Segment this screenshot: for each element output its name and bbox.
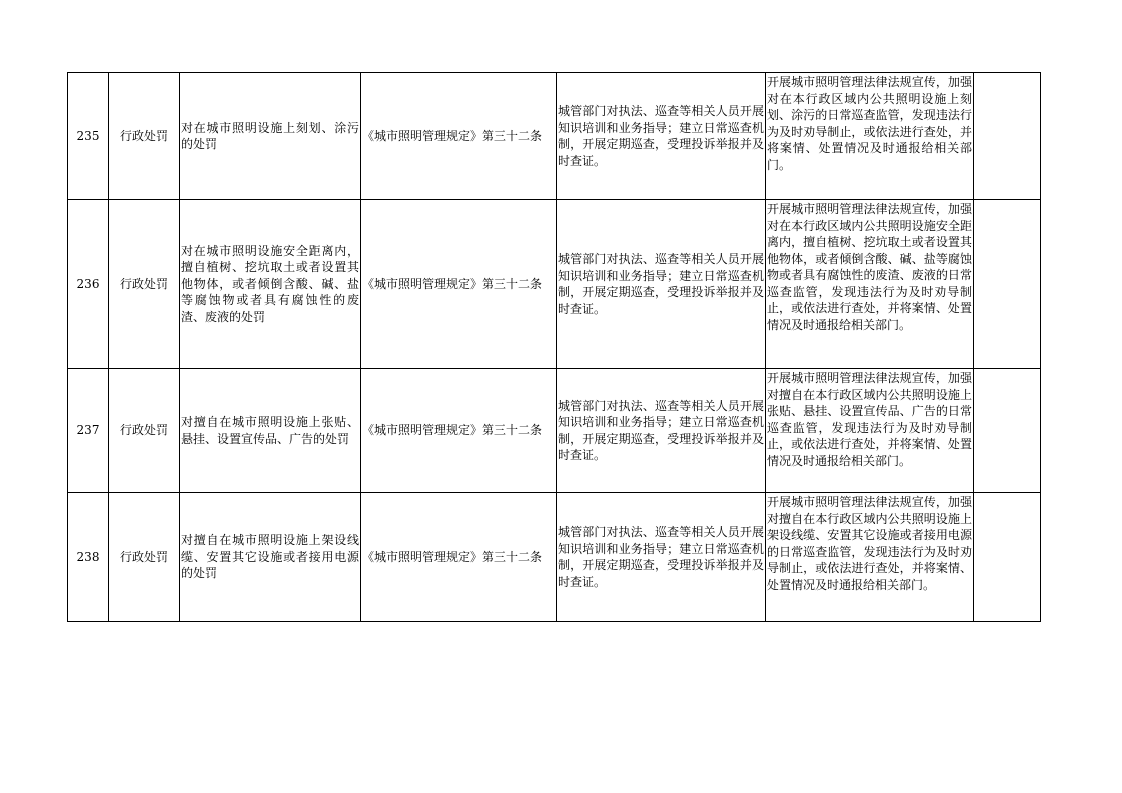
- row-category: 行政处罚: [109, 369, 180, 493]
- table-row: [68, 200, 1041, 369]
- row-category: 行政处罚: [109, 73, 180, 200]
- row-basis: 《城市照明管理规定》第三十二条: [361, 493, 557, 622]
- row-number: 235: [68, 73, 109, 200]
- row-item: 对擅自在城市照明设施上架设线缆、安置其它设施或者接用电源的处罚: [180, 493, 361, 622]
- row-supervision: 开展城市照明管理法律法规宣传，加强对在本行政区域内公共照明设施上刻划、涂污的日常巡查监管，发现违法行为及时劝导制止，或依法进行查处，并将案情、处置情况及时通报给相关部门。: [766, 73, 974, 200]
- row-supervision: 开展城市照明管理法律法规宣传，加强对擅自在本行政区域内公共照明设施上张贴、悬挂、设置宣传品、广告的日常巡查监管，发现违法行为及时劝导制止，或依法进行查处，并将案情、处置情况及时通报给相关部门。: [766, 369, 974, 493]
- row-item: 对擅自在城市照明设施上张贴、悬挂、设置宣传品、广告的处罚: [180, 369, 361, 493]
- row-category: 行政处罚: [109, 200, 180, 369]
- regulation-table: [67, 72, 1041, 622]
- table-row: [68, 369, 1041, 493]
- table-row: [68, 73, 1041, 200]
- row-item: 对在城市照明设施上刻划、涂污的处罚: [180, 73, 361, 200]
- row-remark: [974, 200, 1041, 369]
- row-supervision: 开展城市照明管理法律法规宣传，加强对擅自在本行政区域内公共照明设施上架设线缆、安置其它设施或者接用电源的日常巡查监管，发现违法行为及时劝导制止，或依法进行查处，并将案情、处置情况及时通报给相关部门。: [766, 493, 974, 622]
- row-item: 对在城市照明设施安全距离内，擅自植树、挖坑取土或者设置其他物体，或者倾倒含酸、碱、盐等腐蚀物或者具有腐蚀性的废渣、废液的处罚: [180, 200, 361, 369]
- row-number: 237: [68, 369, 109, 493]
- row-measures: 城管部门对执法、巡查等相关人员开展知识培训和业务指导；建立日常巡查机制，开展定期巡查，受理投诉举报并及时查证。: [557, 369, 766, 493]
- row-remark: [974, 73, 1041, 200]
- row-remark: [974, 493, 1041, 622]
- row-category: 行政处罚: [109, 493, 180, 622]
- row-basis: 《城市照明管理规定》第三十二条: [361, 73, 557, 200]
- row-measures: 城管部门对执法、巡查等相关人员开展知识培训和业务指导；建立日常巡查机制，开展定期巡查，受理投诉举报并及时查证。: [557, 73, 766, 200]
- row-number: 238: [68, 493, 109, 622]
- row-measures: 城管部门对执法、巡查等相关人员开展知识培训和业务指导；建立日常巡查机制，开展定期巡查，受理投诉举报并及时查证。: [557, 200, 766, 369]
- row-remark: [974, 369, 1041, 493]
- row-number: 236: [68, 200, 109, 369]
- row-basis: 《城市照明管理规定》第三十二条: [361, 369, 557, 493]
- row-measures: 城管部门对执法、巡查等相关人员开展知识培训和业务指导；建立日常巡查机制，开展定期巡查，受理投诉举报并及时查证。: [557, 493, 766, 622]
- table-row: [68, 493, 1041, 622]
- row-basis: 《城市照明管理规定》第三十二条: [361, 200, 557, 369]
- row-supervision: 开展城市照明管理法律法规宣传，加强对在本行政区域内公共照明设施安全距离内，擅自植树、挖坑取土或者设置其他物体，或者倾倒含酸、碱、盐等腐蚀物或者具有腐蚀性的废渣、废液的日常巡查监管，发现违法行为及时劝导制止，或依法进行查处，并将案情、处置情况及时通报给相关部门。: [766, 200, 974, 369]
